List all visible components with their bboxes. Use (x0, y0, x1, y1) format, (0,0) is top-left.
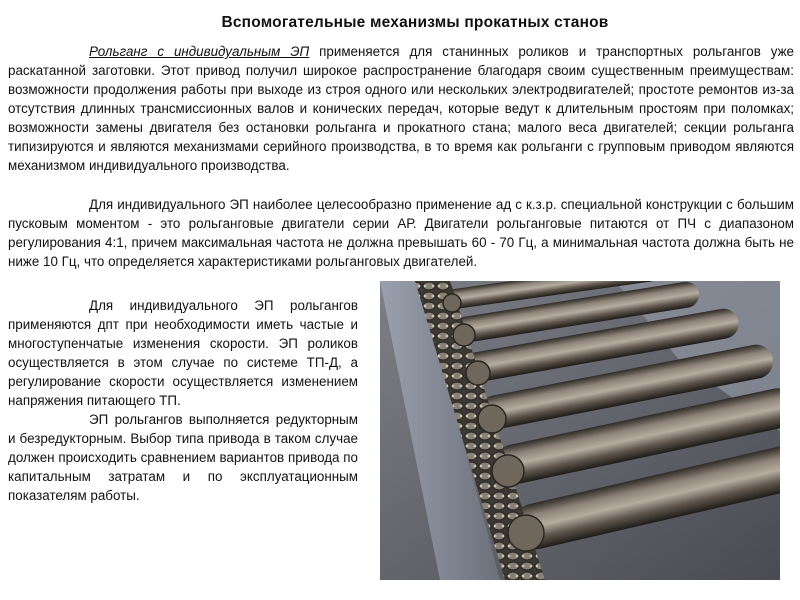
paragraph-4-text: ЭП рольгангов выполняется редукторным и безредукторным. Выбор типа привода в таком случае должен происходить сравнением вариантов привода по капитальным затратам и по эксплуатационным показателям работы. (8, 412, 358, 503)
roller-conveyor-photo (380, 281, 780, 580)
left-column-text (8, 296, 358, 505)
paragraph-3-text: Для индивидуального ЭП рольгангов применяются дпт при необходимости иметь частые и многоступенчатые изменения скорости. ЭП роликов осуществляется в этом случае по системе ТП-Д, а регулирование скорости осуществляется изменением напряжения питающего ТП. (8, 298, 358, 408)
paragraph-1-text: применяется для станинных роликов и транспортных рольгангов уже раскатанной заготовки. Этот привод получил широкое распространение благодаря своим существенным преимуществам: возможности продолжения работы при выходе из строя одного или нескольких электродвигателей; простоте ремонтов из-за отсутствия длинных трансмиссионных валов и конических передач, которые ведут к длительным простоям при поломках; возможности замены двигателя без остановки рольганга и прокатного стана; малого веса двигателей; секции рольганга типизируются и являются механизмами серийного производства, в то время как рольганги с групповым приводом являются механизмом индивидуального производства. (8, 44, 794, 173)
paragraph-dc-motors (8, 296, 358, 410)
paragraph-induction-motors (8, 195, 794, 271)
paragraph-individual-drive (8, 42, 794, 175)
paragraph-gear-drive (8, 410, 358, 505)
term-roller-table-individual-drive: Рольганг с индивидуальным ЭП (89, 44, 310, 59)
paragraph-2-text: Для индивидуального ЭП наиболее целесообразно применение ад с к.з.р. специальной конструкции с большим пусковым моментом - это рольганговые двигатели серии АР. Двигатели рольганговые питаются от ПЧ с диапазоном регулирования 4:1, причем максимальная частота не должна превышать 60 - 70 Гц, а минимальная частота должна быть не ниже 10 Гц, что определяется характеристиками рольганговых двигателей. (8, 197, 794, 269)
page-title: Вспомогательные механизмы прокатных станов (221, 14, 609, 31)
